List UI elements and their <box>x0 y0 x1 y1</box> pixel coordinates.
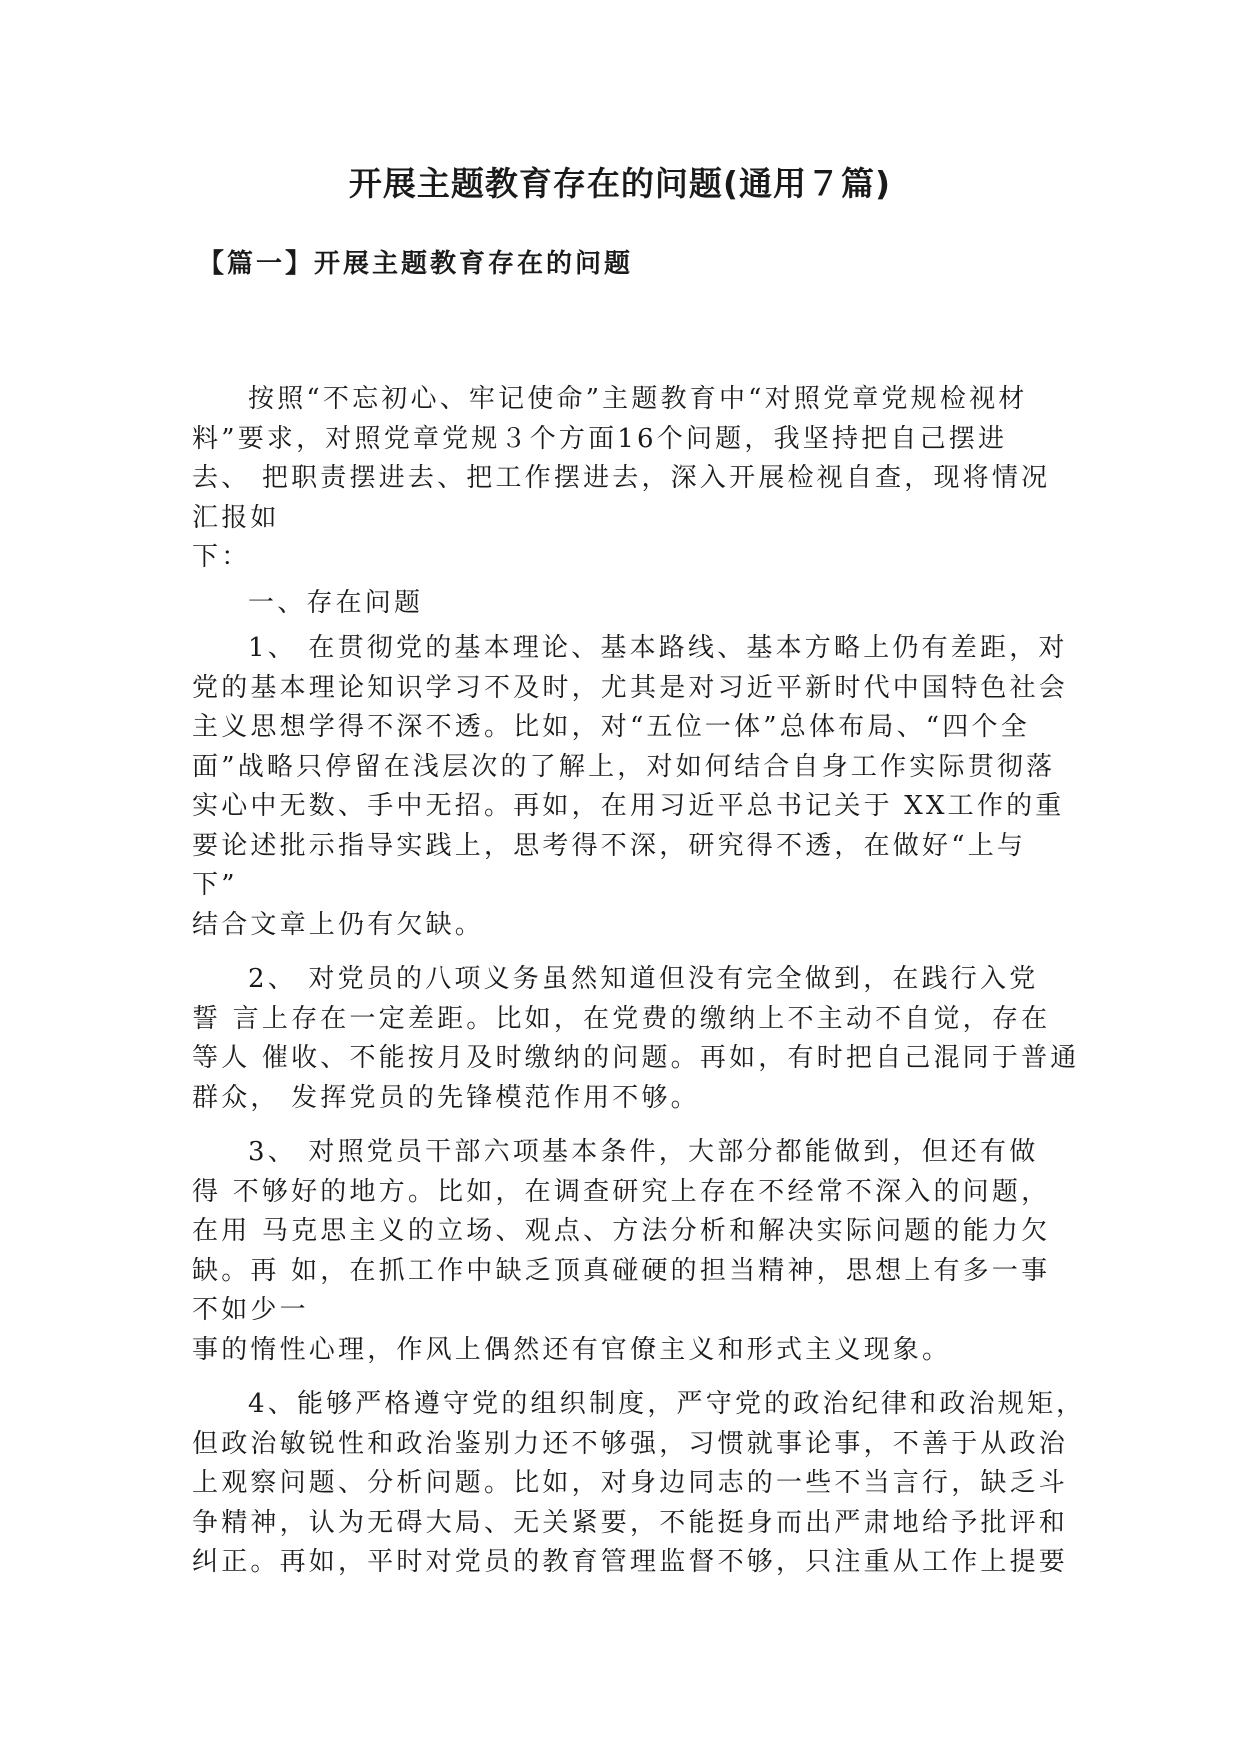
paragraph-line: 3、 对照党员干部六项基本条件，大部分都能做到，但还有做 <box>248 1137 1039 1167</box>
section-heading: 【篇一】开展主题教育存在的问题 <box>198 249 634 279</box>
paragraph-line: 等人 催收、不能按月及时缴纳的问题。再如，有时把自己混同于普通 <box>192 1043 1080 1073</box>
paragraph-item-4 <box>192 1385 1086 1583</box>
paragraph-line: 不如少一 <box>192 1295 309 1325</box>
paragraph-line: 誓 言上存在一定差距。比如，在党费的缴纳上不主动不自觉，存在 <box>192 1003 1051 1034</box>
paragraph-item-3 <box>192 1133 1060 1370</box>
paragraph-line: 在用 马克思主义的立场、观点、方法分析和解决实际问题的能力欠 <box>192 1216 1051 1246</box>
paragraph-line: 群众， 发挥党员的先锋模范作用不够。 <box>192 1082 700 1113</box>
paragraph-line: 2、 对党员的八项义务虽然知道但没有完全做到，在践行入党 <box>248 964 1039 994</box>
paragraph-line: 上观察问题、分析问题。比如，对身边同志的一些不当言行，缺乏斗 <box>192 1468 1069 1498</box>
paragraph-line: 争精神，认为无碍大局、无关紧要，不能挺身而出严肃地给予批评和 <box>192 1507 1069 1538</box>
paragraph-line: 要论述批示指导实践上，思考得不深，研究得不透，在做好“上与 <box>192 830 1027 861</box>
paragraph-line: 4、能够严格遵守党的组织制度，严守党的政治纪律和政治规矩， <box>248 1389 1086 1419</box>
paragraph-line: 得 不够好的地方。比如，在调查研究上存在不经常不深入的问题， <box>192 1176 1051 1207</box>
paragraph-line: 但政治敏锐性和政治鉴别力还不够强，习惯就事论事，不善于从政治 <box>192 1428 1069 1459</box>
paragraph-line: 1、 在贯彻党的基本理论、基本路线、基本方略上仍有差距，对 <box>248 633 1068 663</box>
paragraph-intro <box>192 380 1060 578</box>
paragraph-line: 按照“不忘初心、牢记使命”主题教育中“对照党章党规检视材 <box>248 384 1028 414</box>
paragraph-line: 面”战略只停留在浅层次的了解上，对如何结合自身工作实际贯彻落 <box>192 751 1056 782</box>
paragraph-line: 去、 把职责摆进去、把工作摆进去，深入开展检视自查，现将情况 <box>192 463 1051 493</box>
paragraph-line: 主义思想学得不深不透。比如，对“五位一体”总体布局、“四个全 <box>192 712 1030 742</box>
paragraph-line: 纠正。再如，平时对党员的教育管理监督不够，只注重从工作上提要 <box>192 1547 1069 1577</box>
paragraph-line: 料”要求，对照党章党规３个方面16个问题，我坚持把自己摆进 <box>192 423 1008 454</box>
paragraph-line: 下： <box>192 542 251 572</box>
paragraph-line: 汇报如 <box>192 502 280 533</box>
document-title: 开展主题教育存在的问题(通用７篇) <box>348 164 892 203</box>
paragraph-item-1 <box>192 629 1069 945</box>
paragraph-line: 结合文章上仍有欠缺。 <box>192 909 485 940</box>
paragraph-line: 实心中无数、手中无招。再如，在用习近平总书记关于 XX工作的重 <box>192 791 1065 821</box>
paragraph-line: 缺。再 如，在抓工作中缺乏顶真碰硬的担当精神，思想上有多一事 <box>192 1255 1051 1286</box>
paragraph-line: 一、存在问题 <box>248 587 424 618</box>
paragraph-line: 下” <box>192 870 238 900</box>
paragraph-line: 事的惰性心理，作风上偶然还有官僚主义和形式主义现象。 <box>192 1334 952 1365</box>
subheading-existing-problems <box>192 584 1060 624</box>
document-body <box>192 380 1086 1583</box>
paragraph-line: 党的基本理论知识学习不及时，尤其是对习近平新时代中国特色社会 <box>192 672 1069 703</box>
paragraph-item-2 <box>192 960 1080 1118</box>
